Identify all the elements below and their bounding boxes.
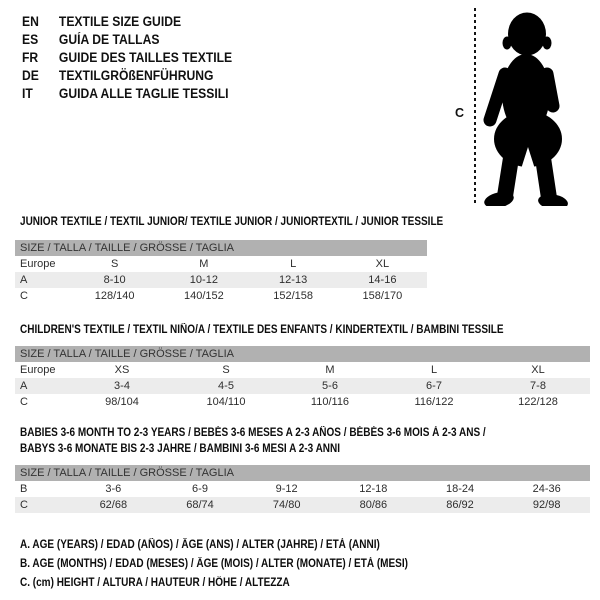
language-title-list <box>22 13 256 103</box>
table-cell: XL <box>531 364 545 376</box>
table-row <box>15 497 590 513</box>
language-code: EN <box>22 14 39 29</box>
footnote-line-c: C. (cm) HEIGHT / ALTURA / HAUTEUR / HÖHE / ALTEZZA <box>20 577 290 589</box>
section-babies <box>15 425 590 513</box>
table-cell: 122/128 <box>518 396 558 408</box>
table-cell: 92/98 <box>532 499 561 511</box>
table-cell: 9-12 <box>275 483 298 495</box>
table-cell: S <box>222 364 230 376</box>
table-row <box>15 394 590 410</box>
row-label: C <box>20 499 28 511</box>
table-cell: 18-24 <box>445 483 475 495</box>
table-row <box>15 288 427 304</box>
table-cell: M <box>325 364 335 376</box>
toddler-silhouette-icon <box>481 6 569 206</box>
height-measure-label: C <box>455 106 465 120</box>
section-title-line2: BABYS 3-6 MONATE BIS 2-3 JAHRE / BAMBINI 3-6 MESI A 2-3 ANNI <box>20 443 341 455</box>
table-header-bar: SIZE / TALLA / TAILLE / GRÖSSE / TAGLIA <box>15 240 427 256</box>
table-cell: 12-13 <box>279 274 308 286</box>
table-cell: 62/68 <box>99 499 128 511</box>
row-label: B <box>20 483 28 495</box>
language-row <box>22 13 232 31</box>
table-cell: L <box>430 364 438 376</box>
language-code: DE <box>22 68 39 83</box>
language-row <box>22 85 232 103</box>
language-code: IT <box>22 86 33 101</box>
section-junior <box>15 214 444 304</box>
table-row <box>15 481 590 497</box>
table-cell: 14-16 <box>368 274 397 286</box>
table-cell: M <box>199 258 209 270</box>
section-title: BABIES 3-6 MONTH TO 2-3 YEARS / BEBÉS 3-6 MESES A 2-3 AÑOS / BÉBÉS 3-6 MOIS À 2-3 ANS / <box>20 427 486 439</box>
table-cell: 140/152 <box>183 290 224 302</box>
table-cell: XS <box>114 364 130 376</box>
row-label: C <box>20 290 28 302</box>
row-label: A <box>20 380 28 392</box>
table-cell: 110/116 <box>310 396 350 408</box>
language-title: TEXTILGRÖßENFÜHRUNG <box>58 68 214 83</box>
language-title: GUIDE DES TAILLES TEXTILE <box>58 50 233 65</box>
table-cell: S <box>110 258 119 270</box>
language-row <box>22 31 232 49</box>
language-row <box>22 49 232 67</box>
section-title: JUNIOR TEXTILE / TEXTIL JUNIOR/ TEXTILE JUNIOR / JUNIORTEXTIL / JUNIOR TESSILE <box>20 216 444 228</box>
table-cell: L <box>290 258 297 270</box>
table-cell: 98/104 <box>105 396 139 408</box>
table-cell: 3-6 <box>105 483 122 495</box>
size-table-children <box>15 346 590 410</box>
table-cell: 8-10 <box>103 274 126 286</box>
language-row <box>22 67 232 85</box>
table-cell: 116/122 <box>414 396 454 408</box>
table-cell: 7-8 <box>530 380 546 392</box>
row-label: A <box>20 274 28 286</box>
row-label: Europe <box>20 258 56 270</box>
table-cell: 4-5 <box>218 380 234 392</box>
table-cell: 86/92 <box>446 499 474 511</box>
table-cell: 74/80 <box>272 499 301 511</box>
table-cell: 80/86 <box>359 499 388 511</box>
table-cell: 3-4 <box>114 380 130 392</box>
table-cell: 68/74 <box>186 499 214 511</box>
table-cell: 12-18 <box>359 483 388 495</box>
footnotes <box>20 536 466 593</box>
section-children <box>15 322 590 410</box>
table-cell: 24-36 <box>532 483 561 495</box>
size-table-babies <box>15 465 590 513</box>
table-row <box>15 272 427 288</box>
table-cell: 6-7 <box>426 380 442 392</box>
table-cell: 6-9 <box>192 483 208 495</box>
footnote-line-a: A. AGE (YEARS) / EDAD (AÑOS) / ÂGE (ANS) / ALTER (JAHRE) / ETÀ (ANNI) <box>20 539 380 551</box>
table-cell: 152/158 <box>273 290 313 302</box>
row-label: C <box>20 396 28 408</box>
table-row <box>15 256 427 272</box>
language-code: FR <box>22 50 39 65</box>
language-title: TEXTILE SIZE GUIDE <box>58 14 182 29</box>
table-row <box>15 378 590 394</box>
size-table-junior <box>15 240 427 304</box>
language-title: GUIDA ALLE TAGLIE TESSILI <box>58 86 229 101</box>
table-cell: 10-12 <box>189 274 218 286</box>
row-label: Europe <box>20 364 56 376</box>
table-row <box>15 362 590 378</box>
language-code: ES <box>22 32 39 47</box>
language-title: GUÍA DE TALLAS <box>58 32 160 47</box>
table-cell: 5-6 <box>322 380 338 392</box>
table-cell: 128/140 <box>94 290 135 302</box>
table-cell: 104/110 <box>206 396 246 408</box>
section-title: CHILDREN'S TEXTILE / TEXTIL NIÑO/A / TEXTILE DES ENFANTS / KINDERTEXTIL / BAMBINI TESSILE <box>20 324 504 336</box>
table-cell: 158/170 <box>362 290 403 302</box>
table-header-bar: SIZE / TALLA / TAILLE / GRÖSSE / TAGLIA <box>15 346 590 362</box>
height-measure-line <box>474 8 476 206</box>
table-header-bar: SIZE / TALLA / TAILLE / GRÖSSE / TAGLIA <box>15 465 590 481</box>
table-cell: XL <box>375 258 390 270</box>
footnote-line-b: B. AGE (MONTHS) / EDAD (MESES) / ÂGE (MOIS) / ALTER (MONATE) / ETÀ (MESI) <box>20 558 408 570</box>
